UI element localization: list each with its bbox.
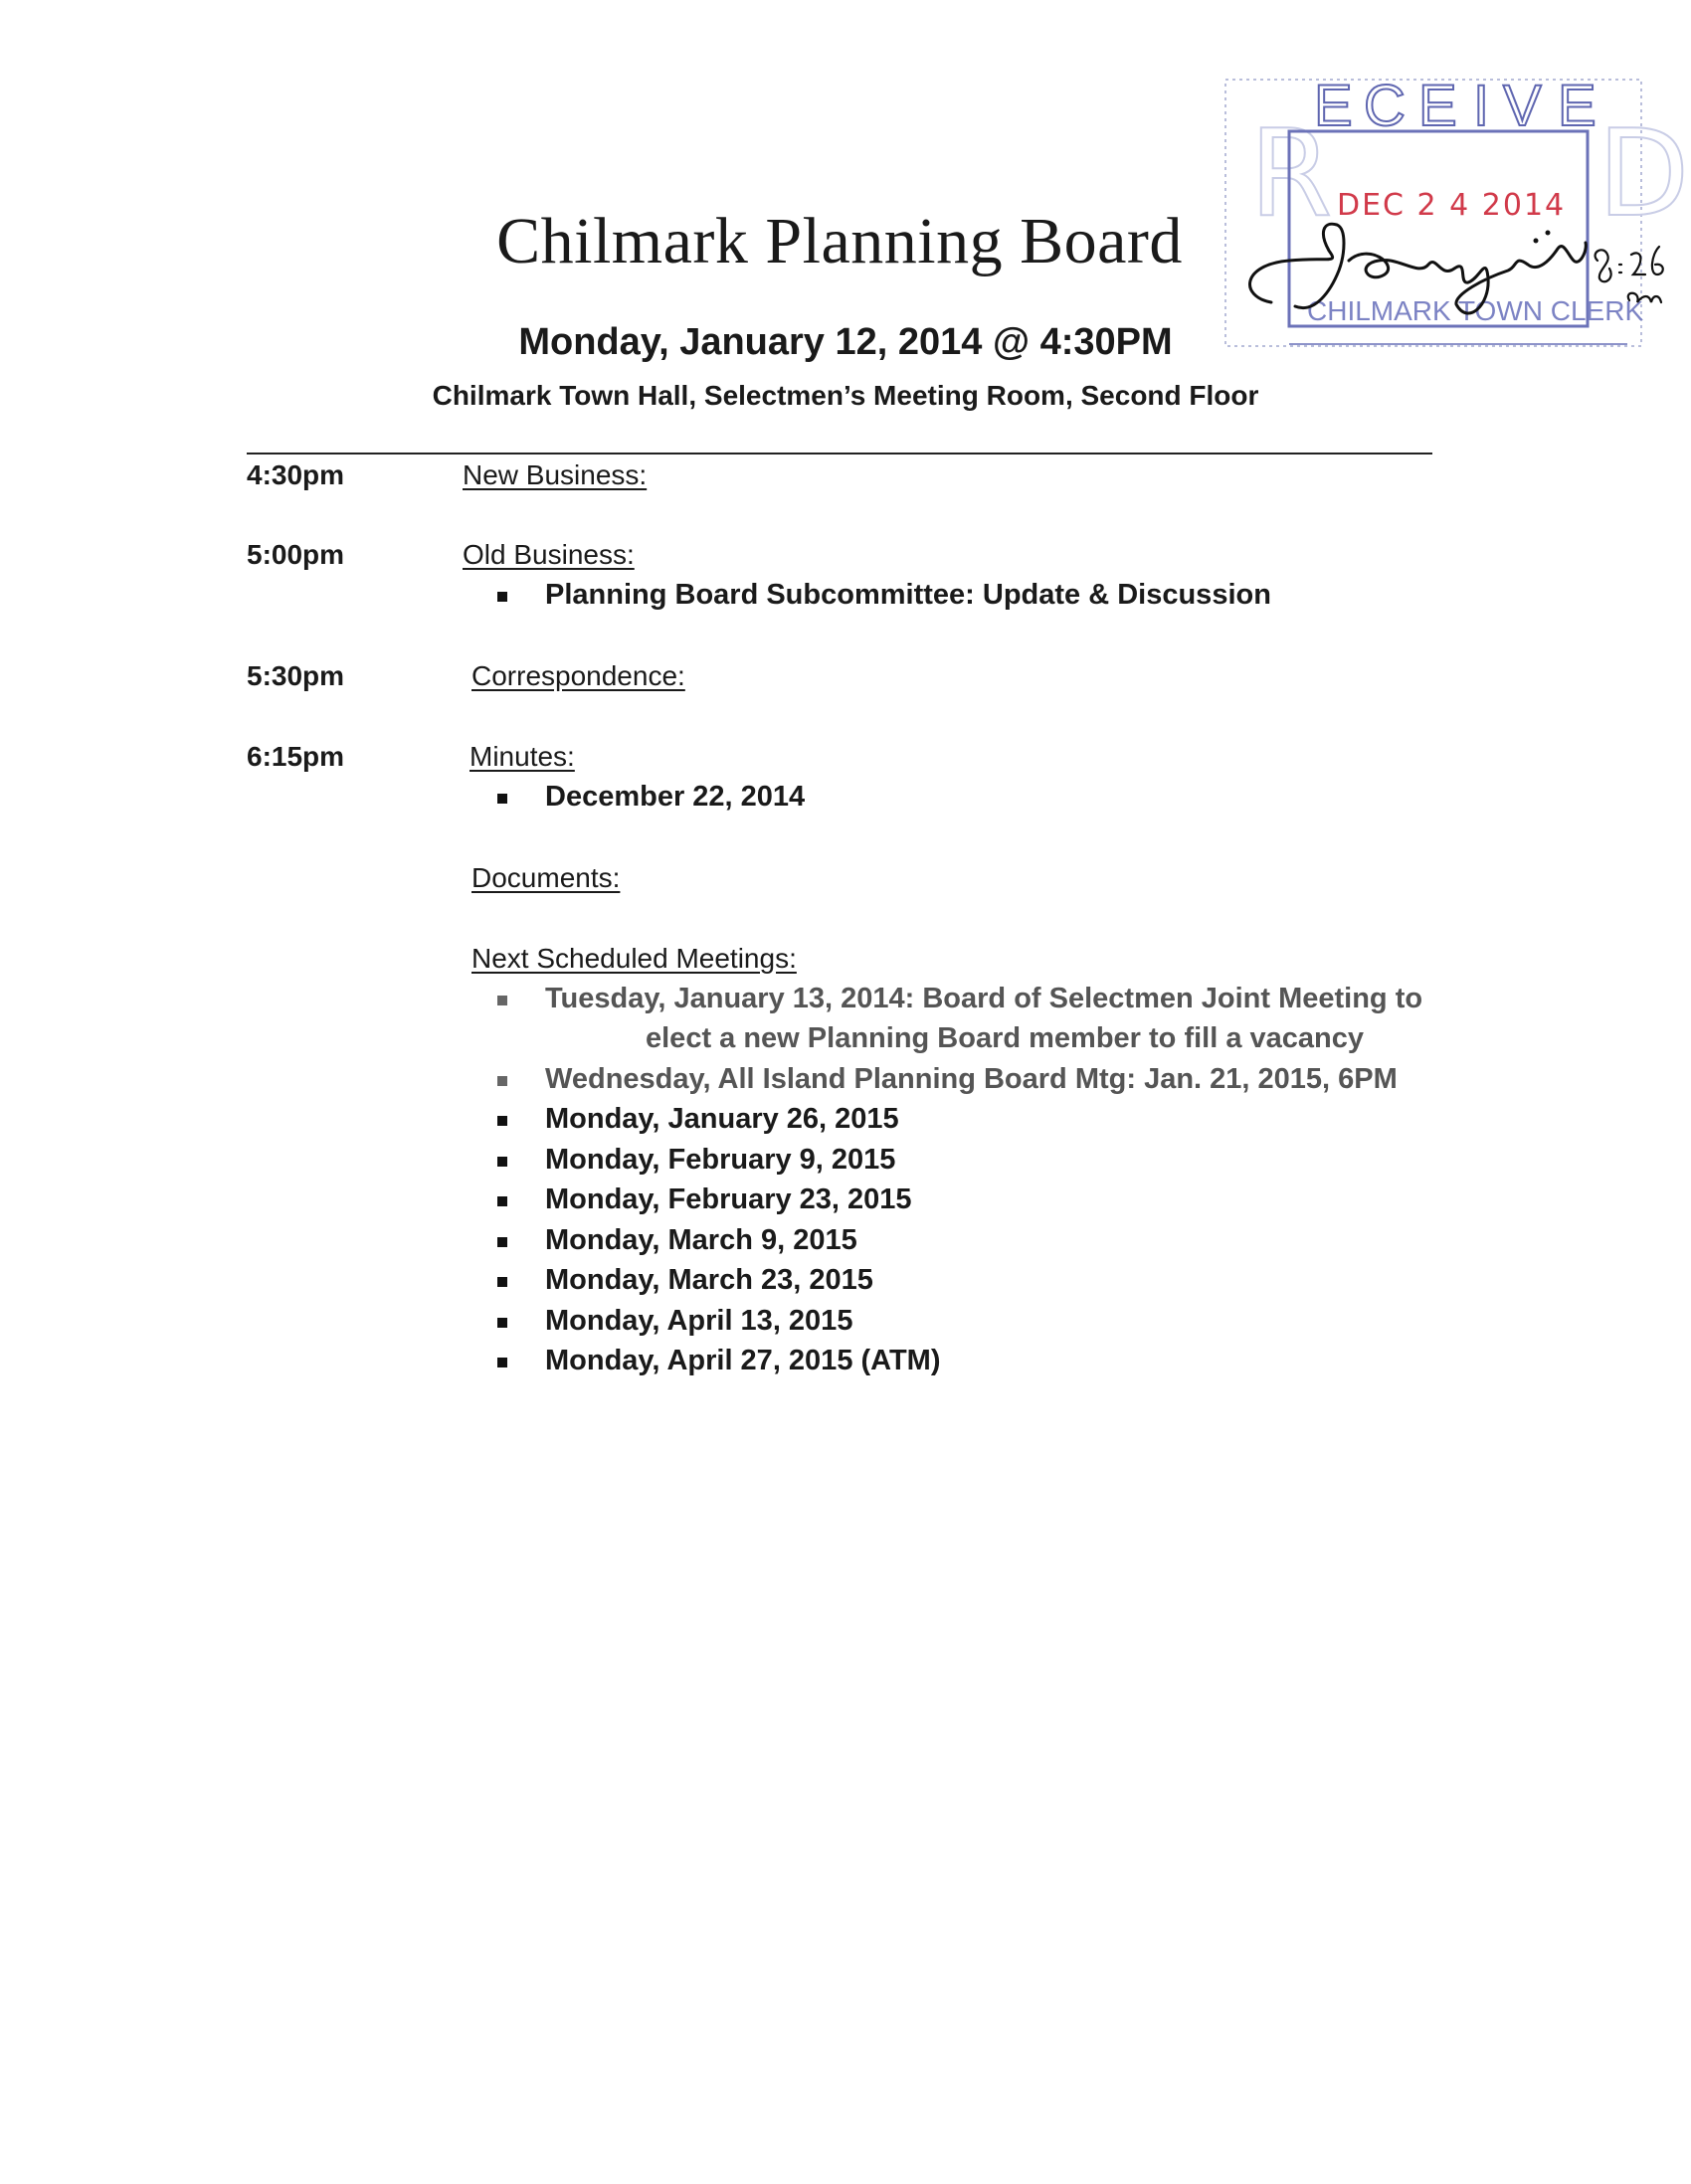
bullet <box>497 794 507 804</box>
list-item: Monday, February 23, 2015 <box>545 1183 912 1215</box>
stamp-large-R: R <box>1249 105 1333 244</box>
time-new-business: 4:30pm <box>247 459 345 490</box>
time-correspondence: 5:30pm <box>247 660 345 691</box>
bullet <box>497 1237 507 1247</box>
time-minutes: 6:15pm <box>247 741 345 772</box>
svg-text:I: I <box>1473 74 1490 138</box>
bullet <box>497 1076 507 1086</box>
svg-text:V: V <box>1503 74 1542 138</box>
heading-old-business: Old Business: <box>463 539 635 570</box>
list-item: Monday, February 9, 2015 <box>545 1144 896 1176</box>
list-item: Monday, April 27, 2015 (ATM) <box>545 1345 941 1376</box>
bullet <box>497 592 507 602</box>
list-item: Monday, April 13, 2015 <box>545 1305 853 1337</box>
meeting-location: Chilmark Town Hall, Selectmen’s Meeting Room, Second Floor <box>432 380 1259 411</box>
heading-correspondence: Correspondence: <box>471 660 685 691</box>
stamp-office: CHILMARK TOWN CLERK <box>1307 295 1644 326</box>
list-item: December 22, 2014 <box>545 781 806 813</box>
heading-next-meetings: Next Scheduled Meetings: <box>471 943 797 974</box>
heading-new-business: New Business: <box>463 459 648 490</box>
heading-minutes: Minutes: <box>470 741 575 772</box>
bullet <box>497 996 507 1005</box>
list-item: Tuesday, January 13, 2014: Board of Selectmen Joint Meeting to <box>545 983 1423 1014</box>
list-item: Wednesday, All Island Planning Board Mtg: Jan. 21, 2015, 6PM <box>545 1063 1398 1095</box>
bullet <box>497 1277 507 1287</box>
time-old-business: 5:00pm <box>247 539 345 570</box>
stamp-large-D: D <box>1597 105 1690 244</box>
stamp-date: DEC 2 4 2014 <box>1337 188 1567 223</box>
svg-text:E: E <box>1418 74 1457 138</box>
page-title: Chilmark Planning Board <box>496 205 1183 277</box>
meeting-date: Monday, January 12, 2014 @ 4:30PM <box>518 321 1173 363</box>
svg-text:E: E <box>1558 74 1597 138</box>
heading-documents: Documents: <box>471 862 621 893</box>
bullet <box>497 1318 507 1328</box>
list-item: Monday, March 23, 2015 <box>545 1264 873 1296</box>
list-item: Monday, March 9, 2015 <box>545 1224 857 1256</box>
list-item: Monday, January 26, 2015 <box>545 1103 899 1135</box>
stamp-received-letters <box>1314 74 1597 138</box>
list-item-continuation: elect a new Planning Board member to fill a vacancy <box>646 1022 1365 1054</box>
bullet <box>497 1358 507 1367</box>
header-divider <box>247 453 1432 455</box>
svg-text:E: E <box>1314 74 1353 138</box>
svg-text:C: C <box>1364 74 1406 138</box>
list-item: Planning Board Subcommittee: Update & Discussion <box>545 579 1271 611</box>
bullet <box>497 1196 507 1206</box>
bullet <box>497 1157 507 1167</box>
bullet <box>497 1116 507 1126</box>
